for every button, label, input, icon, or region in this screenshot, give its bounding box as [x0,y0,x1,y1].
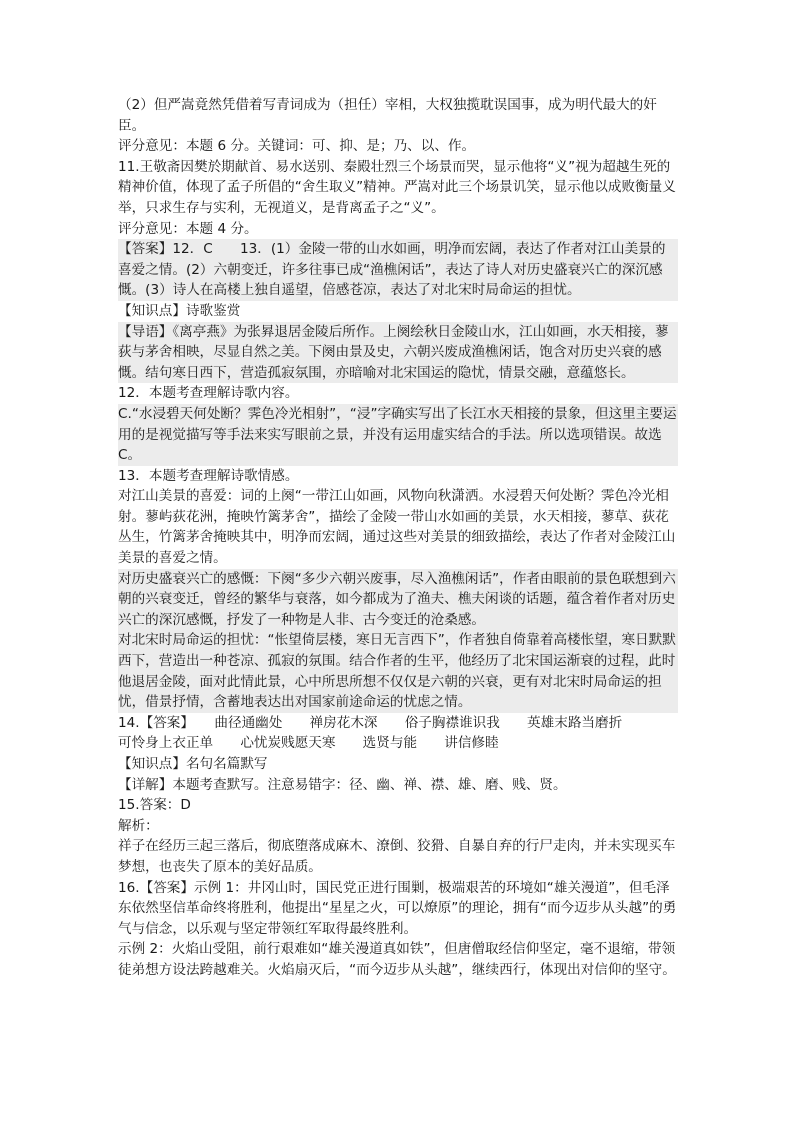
paragraph: 可怜身上衣正单 心忧炭贱愿天寒 选贤与能 讲信修睦 [118,735,499,752]
paragraph: 12．本题考查理解诗歌内容。 [118,385,299,402]
paragraph: 16.【答案】示例 1：井冈山时，国民党正进行围剿，极端艰苦的环境如“雄关漫道”，但毛泽东依然坚信革命终将胜利，他提出“星星之火，可以燎原”的理论，拥有“而今迈步从头越”的勇气与信念，以乐观与坚定带领红军取得最终胜利。 [118,879,677,937]
paragraph: （2）但严嵩竟然凭借着写青词成为（担任）宰相，大权独揽耽误国事，成为明代最大的奸臣。 [118,97,657,134]
document-body [118,95,678,981]
paragraph: 解析： [118,817,159,834]
paragraph: C.“水浸碧天何处断？霁色冷光相射”，“浸”字确实写出了长江水天相接的景象，但这里主要运用的是视觉描写等手法来实写眼前之景，并没有运用虚实结合的手法。所以选项错误。故选 C。 [118,404,678,466]
paragraph: 评分意见：本题 6 分。关键词：可、抑、是；乃、以、作。 [118,138,476,155]
paragraph: 对历史盛衰兴亡的感慨：下阕“多少六朝兴废事，尽入渔樵闲话”，作者由眼前的景色联想到六朝的兴衰变迁，曾经的繁华与衰落，如今都成为了渔夫、樵夫闲谈的话题，蕴含着作者对历史兴亡的深沉感慨，抒发了一种物是人非、古今变迁的沧桑感。 [118,569,678,631]
paragraph: 【答案】12．C 13．(1）金陵一带的山水如画，明净而宏阔，表达了作者对江山美景的喜爱之情。(2）六朝变迁，许多往事已成“渔樵闲话”，表达了诗人对历史盛衰兴亡的深沉感慨。(3）诗人在高楼上独自遥望，倍感苍凉，表达了对北宋时局命运的担忧。 [118,239,678,301]
paragraph: 对江山美景的喜爱：词的上阕“一带江山如画，风物向秋潇洒。水浸碧天何处断？霁色冷光相射。蓼屿荻花洲，掩映竹篱茅舍”，描绘了金陵一带山水如画的美景，水天相接，蓼草、荻花丛生，竹篱茅舍掩映其中，明净而宏阔，通过这些对美景的细致描绘，表达了作者对金陵江山美景的喜爱之情。 [118,488,676,567]
paragraph: 【导语】《离亭燕》为张昪退居金陵后所作。上阕绘秋日金陵山水，江山如画，水天相接，蓼荻与茅舍相映，尽显自然之美。下阕由景及史，六朝兴废成渔樵闲话，饱含对历史兴衰的感慨。结句寒日西下，营造孤寂氛围，亦暗喻对北宋国运的隐忧，情景交融，意蕴悠长。 [118,322,678,384]
paragraph: 11.王敬斋因樊於期献首、易水送别、秦殿壮烈三个场景而哭，显示他将“义”视为超越生死的精神价值，体现了孟子所倡的“舍生取义”精神。严嵩对此三个场景讥笑，显示他以成败衡量义举，只求生存与实利，无视道义，是背离孟子之“义”。 [118,158,676,216]
paragraph: 示例 2：火焰山受阻，前行艰难如“雄关漫道真如铁”，但唐僧取经信仰坚定，毫不退缩，带领徒弟想方设法跨越难关。火焰扇灭后，“而今迈步从头越”，继续西行，体现出对信仰的坚守。 [118,941,676,978]
paragraph: 对北宋时局命运的担忧：“怅望倚层楼，寒日无言西下”，作者独自倚靠着高楼怅望，寒日默默西下，营造出一种苍凉、孤寂的氛围。结合作者的生平，他经历了北宋国运渐衰的过程，此时他退居金陵，面对此情此景，心中所思所想不仅仅是六朝的兴衰，更有对北宋时局命运的担忧，借景抒情，含蓄地表达出对国家前途命运的忧虑之情。 [118,630,678,712]
paragraph: 祥子在经历三起三落后，彻底堕落成麻木、潦倒、狡猾、自暴自弃的行尸走肉，并未实现买车梦想，也丧失了原本的美好品质。 [118,838,676,875]
paragraph: 15.答案：D [118,797,191,814]
paragraph: 【详解】本题考查默写。注意易错字：径、幽、禅、襟、雄、磨、贱、贤。 [118,776,567,793]
paragraph: 13．本题考查理解诗歌情感。 [118,467,299,484]
paragraph: 14.【答案】 曲径通幽处 禅房花木深 俗子胸襟谁识我 英雄末路当磨折 [118,714,623,731]
paragraph: 【知识点】名句名篇默写 [118,756,268,772]
paragraph: 【知识点】诗歌鉴赏 [118,302,241,319]
paragraph: 评分意见：本题 4 分。 [118,220,258,237]
